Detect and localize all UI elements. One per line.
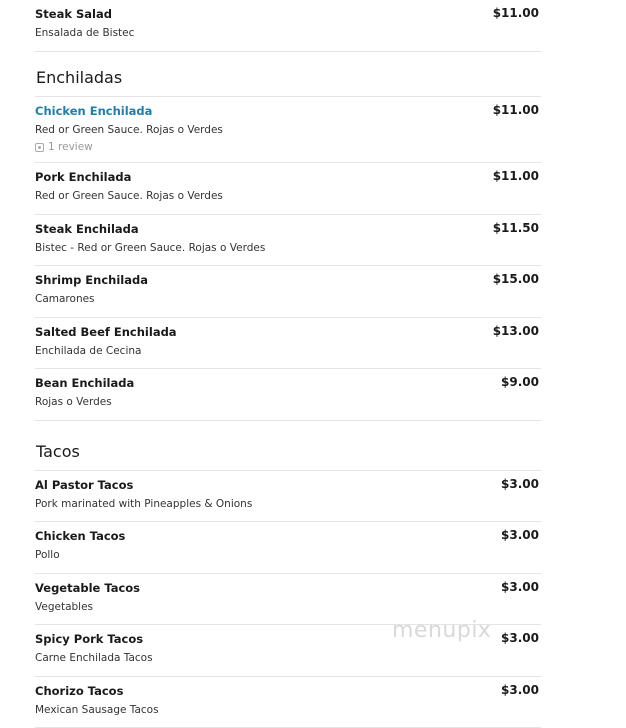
item-description: Mexican Sausage Tacos bbox=[35, 704, 159, 716]
item-price: $13.00 bbox=[493, 324, 539, 338]
item-name: Steak Enchilada bbox=[35, 222, 139, 236]
item-description: Enchilada de Cecina bbox=[35, 345, 141, 357]
item-description: Vegetables bbox=[35, 601, 93, 613]
item-name: Al Pastor Tacos bbox=[35, 478, 133, 492]
section-heading: Tacos bbox=[36, 442, 80, 461]
item-price: $11.00 bbox=[493, 169, 539, 183]
item-name: Vegetable Tacos bbox=[35, 581, 140, 595]
item-description: Pollo bbox=[35, 549, 60, 561]
review-count: 1 review bbox=[48, 141, 93, 153]
menu-item bbox=[35, 369, 541, 421]
item-description: Red or Green Sauce. Rojas o Verdes bbox=[35, 190, 223, 202]
item-name-link[interactable]: Chicken Enchilada bbox=[35, 104, 152, 118]
item-name: Shrimp Enchilada bbox=[35, 273, 148, 287]
item-description: Red or Green Sauce. Rojas o Verdes bbox=[35, 124, 223, 136]
item-price: $15.00 bbox=[493, 272, 539, 286]
item-description: Ensalada de Bistec bbox=[35, 27, 134, 39]
item-price: $11.00 bbox=[493, 103, 539, 117]
item-price: $3.00 bbox=[501, 631, 539, 645]
item-price: $3.00 bbox=[501, 580, 539, 594]
item-description: Carne Enchilada Tacos bbox=[35, 652, 153, 664]
menu-item bbox=[35, 163, 541, 215]
item-price: $3.00 bbox=[501, 528, 539, 542]
review-icon bbox=[35, 143, 44, 152]
item-price: $11.50 bbox=[493, 221, 539, 235]
item-name: Steak Salad bbox=[35, 7, 112, 21]
item-description: Bistec - Red or Green Sauce. Rojas o Verdes bbox=[35, 242, 265, 254]
item-price: $3.00 bbox=[501, 477, 539, 491]
section-title bbox=[35, 421, 541, 471]
item-name: Pork Enchilada bbox=[35, 170, 131, 184]
item-description: Camarones bbox=[35, 293, 95, 305]
item-description: Rojas o Verdes bbox=[35, 396, 112, 408]
item-price: $11.00 bbox=[493, 6, 539, 20]
menu-item bbox=[35, 318, 541, 370]
menu-item bbox=[35, 97, 541, 163]
watermark: menupix bbox=[392, 618, 491, 643]
menu-item bbox=[35, 522, 541, 574]
item-name: Spicy Pork Tacos bbox=[35, 632, 143, 646]
item-price: $9.00 bbox=[501, 375, 539, 389]
menu-item bbox=[35, 677, 541, 728]
item-description: Pork marinated with Pineapples & Onions bbox=[35, 498, 252, 510]
item-name: Chicken Tacos bbox=[35, 529, 125, 543]
item-name: Salted Beef Enchilada bbox=[35, 325, 177, 339]
menu-item bbox=[35, 471, 541, 523]
review-link[interactable] bbox=[35, 141, 93, 153]
item-name: Chorizo Tacos bbox=[35, 684, 123, 698]
menu-item bbox=[35, 0, 541, 52]
menu-item bbox=[35, 215, 541, 267]
item-price: $3.00 bbox=[501, 683, 539, 697]
item-name: Bean Enchilada bbox=[35, 376, 134, 390]
menu-item bbox=[35, 266, 541, 318]
section-heading: Enchiladas bbox=[36, 68, 122, 87]
section-title bbox=[35, 52, 541, 97]
